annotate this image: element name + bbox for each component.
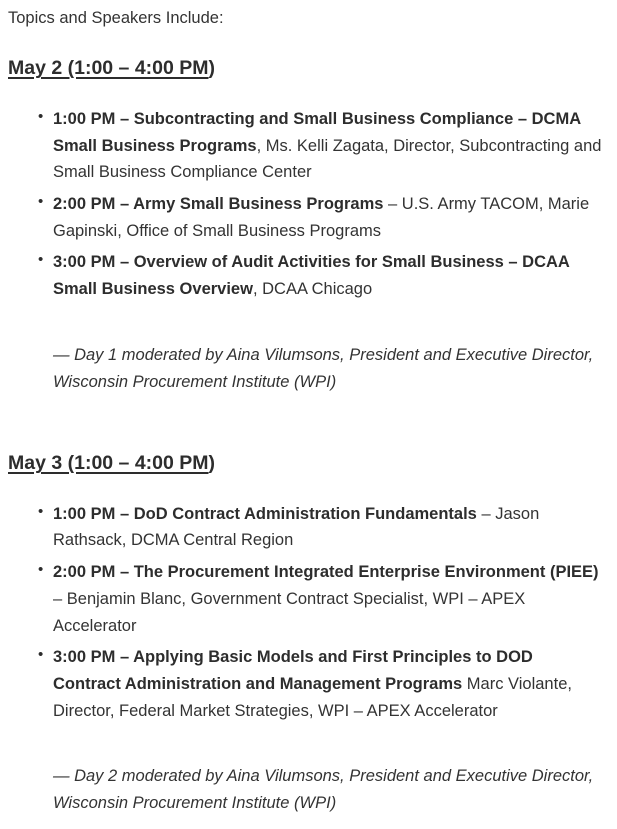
intro-text: Topics and Speakers Include: bbox=[8, 9, 224, 27]
agenda-item-speaker: , DCAA Chicago bbox=[252, 280, 373, 299]
day-heading-may-3 bbox=[8, 451, 603, 475]
day-heading-may-3-suffix: ) bbox=[208, 452, 216, 475]
agenda-item-speaker: – U.S. Army TACOM, Marie Gapinski, Office of Small Business Programs bbox=[53, 194, 590, 240]
bullet-icon: • bbox=[38, 502, 44, 520]
bullet-icon: • bbox=[38, 251, 44, 269]
bullet-icon: • bbox=[38, 646, 44, 664]
agenda-item-title: 3:00 PM – Applying Basic Models and First Principles to DOD Contract Administration and Management Programs bbox=[53, 648, 533, 693]
bullet-icon: • bbox=[38, 192, 44, 210]
agenda-item-speaker: – Jason Rathsack, DCMA Central Region bbox=[53, 504, 540, 550]
day-heading-may-2-suffix: ) bbox=[208, 57, 216, 80]
agenda-item-speaker: – Benjamin Blanc, Government Contract Specialist, WPI – APEX Accelerator bbox=[53, 589, 526, 635]
day-heading-may-2-underlined: May 2 (1:00 – 4:00 PM bbox=[8, 57, 209, 80]
day-heading-may-2 bbox=[8, 56, 603, 80]
agenda-item-may-3-2pm bbox=[8, 559, 603, 639]
moderator-note-day-2: — Day 2 moderated by Aina Vilumsons, President and Executive Director, Wisconsin Procurement Institute (WPI) bbox=[53, 767, 594, 813]
agenda-item-title: 1:00 PM – DoD Contract Administration Fundamentals bbox=[53, 504, 477, 523]
agenda-item-title: 3:00 PM – Overview of Audit Activities for Small Business – DCAA Small Business Overview bbox=[53, 253, 570, 299]
agenda-item-title: 2:00 PM – Army Small Business Programs bbox=[53, 194, 384, 213]
agenda-item-may-3-3pm bbox=[8, 644, 603, 724]
bullet-icon: • bbox=[38, 561, 44, 579]
moderator-note-day-1: — Day 1 moderated by Aina Vilumsons, President and Executive Director, Wisconsin Procurement Institute (WPI) bbox=[53, 345, 594, 391]
day-heading-may-3-underlined: May 3 (1:00 – 4:00 PM bbox=[8, 452, 209, 475]
agenda-list-may-2 bbox=[8, 106, 603, 303]
agenda-list-may-3 bbox=[8, 501, 603, 725]
agenda-item-may-2-2pm bbox=[8, 191, 603, 244]
agenda-item-may-2-1pm bbox=[8, 106, 603, 186]
agenda-item-title: 2:00 PM – The Procurement Integrated Enterprise Environment (PIEE) bbox=[53, 563, 599, 582]
agenda-item-may-2-3pm bbox=[8, 249, 603, 302]
agenda-item-speaker: , Ms. Kelli Zagata, Director, Subcontracting and Small Business Compliance Center bbox=[53, 136, 602, 182]
agenda-item-title: 1:00 PM – Subcontracting and Small Business Compliance – DCMA Small Business Programs bbox=[53, 109, 581, 155]
agenda-item-may-3-1pm bbox=[8, 501, 603, 554]
bullet-icon: • bbox=[38, 107, 44, 125]
agenda-item-speaker: Marc Violante, Director, Federal Market Strategies, WPI – APEX Accelerator bbox=[53, 674, 572, 720]
